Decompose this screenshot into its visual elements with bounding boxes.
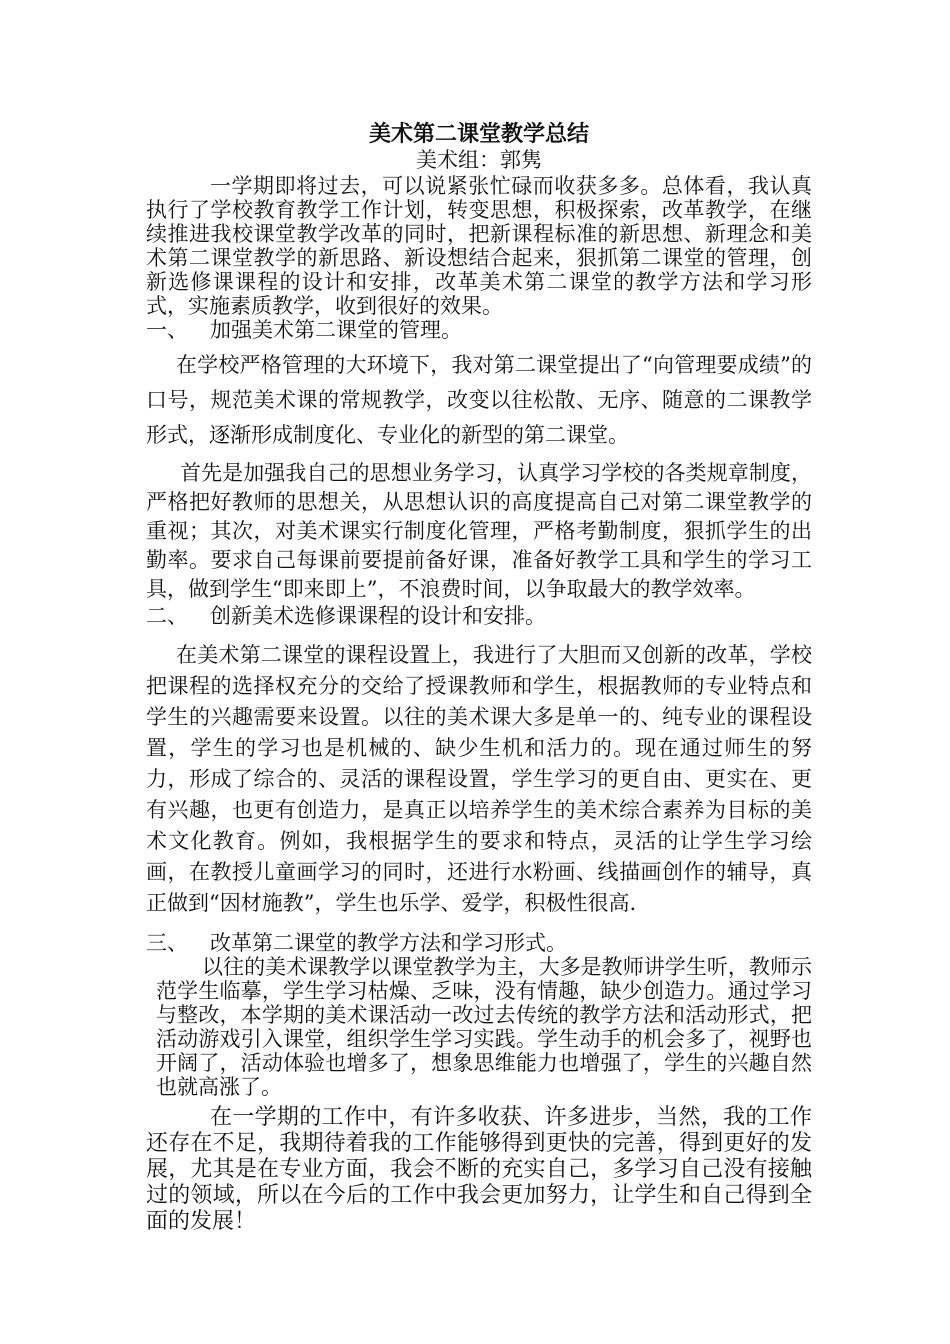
document-body: [146, 120, 812, 1235]
section-number-1: 一、: [146, 318, 188, 342]
section1-paragraph-1: 在学校严格管理的大环境下，我对第二课堂提出了“向管理要成绩”的口号，规范美术课的常规教学，改变以往松散、无序、随意的二课教学形式，逐渐形成制度化、专业化的新型的第二课堂。: [146, 353, 812, 447]
section-title-3: 改革第二课堂的教学方法和学习形式。: [210, 931, 567, 955]
section-heading-3: [146, 931, 812, 955]
section3-paragraph-1: 以往的美术课教学以课堂教学为主，大多是教师讲学生听，教师示范学生临摹，学生学习枯燥、乏味，没有情趣，缺少创造力。通过学习与整改，本学期的美术课活动一改过去传统的教学方法和活动形式，把活动游戏引入课堂，组织学生学习实践。学生动手的机会多了，视野也开阔了，活动体验也增多了，想象思维能力也增强了，学生的兴趣自然也就高涨了。: [156, 955, 812, 1099]
author-line: 美术组：郭隽: [416, 148, 542, 172]
section-title-2: 创新美术选修课课程的设计和安排。: [210, 604, 546, 628]
page-title: 美术第二课堂教学总结: [368, 121, 589, 147]
section3-block: [146, 955, 812, 1099]
section-number-2: 二、: [146, 604, 188, 628]
closing-paragraph: 在一学期的工作中，有许多收获、许多进步，当然，我的工作还存在不足，我期待着我的工作能够得到更快的完善，得到更好的发展，尤其是在专业方面，我会不断的充实自己，多学习自己没有接触过的领域，所以在今后的工作中我会更加努力，让学生和自己得到全面的发展！: [146, 1105, 812, 1234]
section-heading-1: [146, 318, 812, 342]
intro-paragraph: 一学期即将过去，可以说紧张忙碌而收获多多。总体看，我认真执行了学校教育教学工作计划，转变思想，积极探索，改革教学，在继续推进我校课堂教学改革的同时，把新课程标准的新思想、新理念和美术第二课堂教学的新思路、新设想结合起来，狠抓第二课堂的管理，创新选修课课程的设计和安排，改革美术第二课堂的教学方法和学习形式，实施素质教学，收到很好的效果。: [146, 174, 812, 318]
section1-paragraph-2: 首先是加强我自己的思想业务学习，认真学习学校的各类规章制度，严格把好教师的思想关，从思想认识的高度提高自己对第二课堂教学的重视；其次，对美术课实行制度化管理，严格考勤制度，狠抓学生的出勤率。要求自己每课前要提前备好课，准备好教学工具和学生的学习工具，做到学生“即来即上”，不浪费时间，以争取最大的教学效率。: [146, 461, 812, 601]
section-number-3: 三、: [146, 931, 188, 955]
section-title-1: 加强美术第二课堂的管理。: [210, 318, 462, 342]
section2-paragraph-1: 在美术第二课堂的课程设置上，我进行了大胆而又创新的改革，学校把课程的选择权充分的交给了授课教师和学生，根据教师的专业特点和学生的兴趣需要来设置。以往的美术课大多是单一的、纯专业的课程设置，学生的学习也是机械的、缺少生机和活力的。现在通过师生的努力，形成了综合的、灵活的课程设置，学生学习的更自由、更实在、更有兴趣，也更有创造力，是真正以培养学生的美术综合素养为目标的美术文化教育。例如，我根据学生的要求和特点，灵活的让学生学习绘画，在教授儿童画学习的同时，还进行水粉画、线描画创作的辅导，真正做到“因材施教”，学生也乐学、爱学，积极性很高.: [146, 643, 812, 915]
section-heading-2: [146, 604, 812, 628]
